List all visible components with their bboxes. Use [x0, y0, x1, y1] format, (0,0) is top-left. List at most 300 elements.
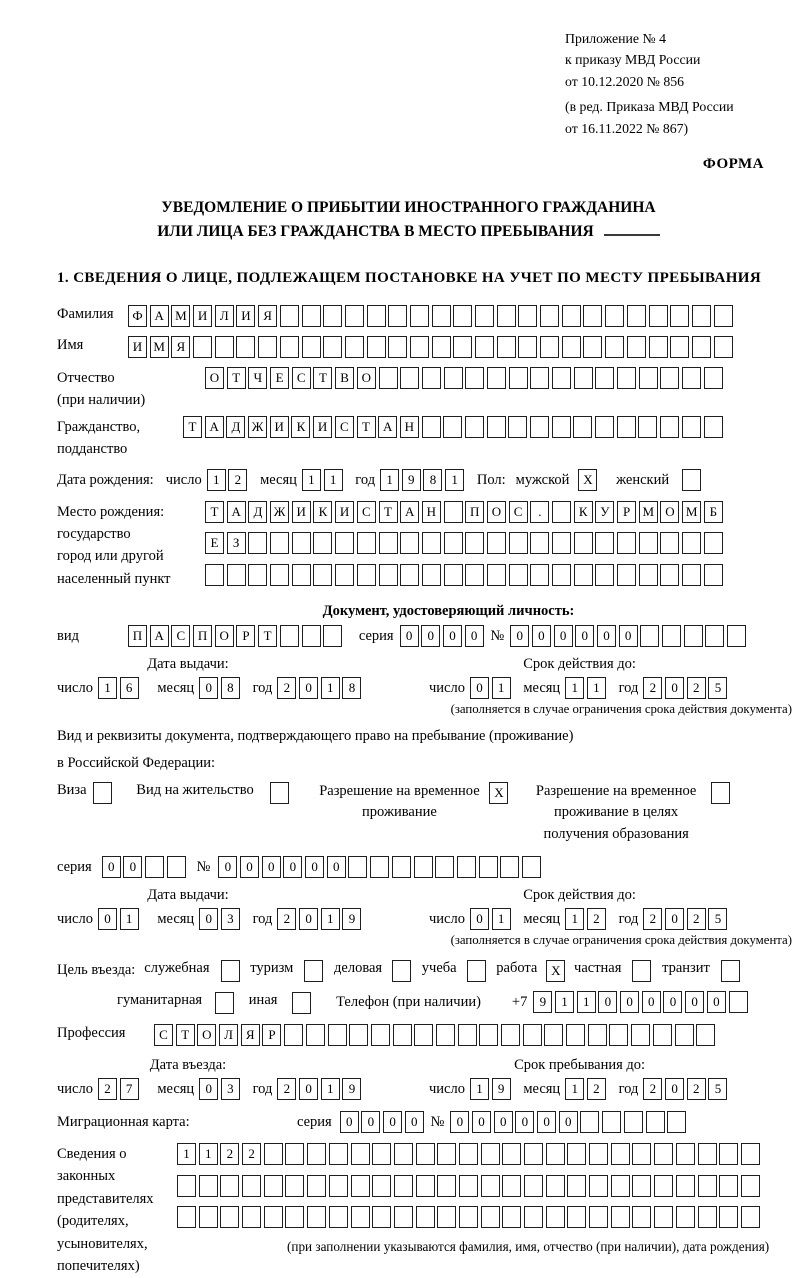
- char-cell[interactable]: О: [487, 501, 506, 523]
- birth-month-boxes[interactable]: [302, 469, 345, 491]
- char-cell[interactable]: [459, 1143, 478, 1165]
- char-cell[interactable]: [595, 416, 614, 438]
- char-cell[interactable]: 6: [120, 677, 139, 699]
- char-cell[interactable]: [285, 1143, 304, 1165]
- char-cell[interactable]: 0: [340, 1111, 359, 1133]
- rvp-issue-month[interactable]: [199, 908, 242, 930]
- checkbox-cell[interactable]: [392, 960, 411, 982]
- char-cell[interactable]: 0: [199, 908, 218, 930]
- char-cell[interactable]: [682, 416, 701, 438]
- checkbox-cell[interactable]: [682, 469, 701, 491]
- char-cell[interactable]: [617, 532, 636, 554]
- rvp-issue-day[interactable]: [98, 908, 141, 930]
- char-cell[interactable]: [280, 625, 299, 647]
- char-cell[interactable]: [220, 1206, 239, 1228]
- char-cell[interactable]: [698, 1143, 717, 1165]
- char-cell[interactable]: [345, 305, 364, 327]
- char-cell[interactable]: [410, 336, 429, 358]
- char-cell[interactable]: [487, 367, 506, 389]
- char-cell[interactable]: [552, 367, 571, 389]
- checkbox-cell[interactable]: X: [546, 960, 565, 982]
- char-cell[interactable]: [145, 856, 164, 878]
- char-cell[interactable]: [639, 564, 658, 586]
- char-cell[interactable]: [530, 564, 549, 586]
- char-cell[interactable]: [509, 367, 528, 389]
- char-cell[interactable]: [518, 305, 537, 327]
- char-cell[interactable]: [692, 305, 711, 327]
- char-cell[interactable]: [552, 416, 571, 438]
- char-cell[interactable]: [459, 1206, 478, 1228]
- char-cell[interactable]: Я: [241, 1024, 260, 1046]
- char-cell[interactable]: Т: [357, 416, 376, 438]
- char-cell[interactable]: [453, 305, 472, 327]
- char-cell[interactable]: А: [400, 501, 419, 523]
- char-cell[interactable]: [654, 1175, 673, 1197]
- char-cell[interactable]: 0: [685, 991, 704, 1013]
- char-cell[interactable]: 0: [383, 1111, 402, 1133]
- char-cell[interactable]: [193, 336, 212, 358]
- char-cell[interactable]: 0: [575, 625, 594, 647]
- char-cell[interactable]: [292, 564, 311, 586]
- char-cell[interactable]: [546, 1175, 565, 1197]
- char-cell[interactable]: 0: [494, 1111, 513, 1133]
- char-cell[interactable]: [704, 367, 723, 389]
- char-cell[interactable]: 9: [492, 1078, 511, 1100]
- char-cell[interactable]: [215, 336, 234, 358]
- char-cell[interactable]: [595, 532, 614, 554]
- char-cell[interactable]: 0: [620, 991, 639, 1013]
- char-cell[interactable]: [258, 336, 277, 358]
- char-cell[interactable]: [682, 564, 701, 586]
- char-cell[interactable]: И: [313, 416, 332, 438]
- char-cell[interactable]: [501, 1024, 520, 1046]
- char-cell[interactable]: [646, 1111, 665, 1133]
- char-cell[interactable]: [546, 1143, 565, 1165]
- char-cell[interactable]: [475, 305, 494, 327]
- char-cell[interactable]: 1: [120, 908, 139, 930]
- char-cell[interactable]: [367, 336, 386, 358]
- char-cell[interactable]: [640, 625, 659, 647]
- doc-issue-day[interactable]: [98, 677, 141, 699]
- doc-expiry-year[interactable]: [643, 677, 730, 699]
- char-cell[interactable]: 9: [342, 1078, 361, 1100]
- char-cell[interactable]: [583, 336, 602, 358]
- char-cell[interactable]: [487, 532, 506, 554]
- char-cell[interactable]: [479, 856, 498, 878]
- char-cell[interactable]: 0: [619, 625, 638, 647]
- char-cell[interactable]: [285, 1206, 304, 1228]
- char-cell[interactable]: 1: [577, 991, 596, 1013]
- char-cell[interactable]: [264, 1175, 283, 1197]
- checkbox-cell[interactable]: [292, 992, 311, 1014]
- patronymic-boxes[interactable]: [205, 367, 726, 389]
- char-cell[interactable]: 1: [565, 677, 584, 699]
- char-cell[interactable]: 1: [199, 1143, 218, 1165]
- char-cell[interactable]: [444, 501, 463, 523]
- char-cell[interactable]: 0: [283, 856, 302, 878]
- char-cell[interactable]: С: [154, 1024, 173, 1046]
- char-cell[interactable]: [567, 1206, 586, 1228]
- char-cell[interactable]: [422, 564, 441, 586]
- char-cell[interactable]: [524, 1143, 543, 1165]
- char-cell[interactable]: 2: [242, 1143, 261, 1165]
- char-cell[interactable]: [660, 532, 679, 554]
- char-cell[interactable]: 1: [302, 469, 321, 491]
- char-cell[interactable]: В: [335, 367, 354, 389]
- char-cell[interactable]: 2: [98, 1078, 117, 1100]
- char-cell[interactable]: [667, 1111, 686, 1133]
- char-cell[interactable]: [524, 1206, 543, 1228]
- char-cell[interactable]: [422, 532, 441, 554]
- char-cell[interactable]: [481, 1206, 500, 1228]
- char-cell[interactable]: [443, 416, 462, 438]
- char-cell[interactable]: [475, 336, 494, 358]
- char-cell[interactable]: [388, 336, 407, 358]
- char-cell[interactable]: [714, 336, 733, 358]
- char-cell[interactable]: 9: [402, 469, 421, 491]
- char-cell[interactable]: 2: [643, 677, 662, 699]
- char-cell[interactable]: [280, 336, 299, 358]
- char-cell[interactable]: [605, 305, 624, 327]
- char-cell[interactable]: Ч: [248, 367, 267, 389]
- rvp-number-boxes[interactable]: [218, 856, 543, 878]
- char-cell[interactable]: [242, 1206, 261, 1228]
- char-cell[interactable]: А: [378, 416, 397, 438]
- char-cell[interactable]: 2: [643, 908, 662, 930]
- char-cell[interactable]: [632, 1206, 651, 1228]
- char-cell[interactable]: П: [465, 501, 484, 523]
- char-cell[interactable]: [465, 564, 484, 586]
- char-cell[interactable]: [567, 1143, 586, 1165]
- char-cell[interactable]: [302, 625, 321, 647]
- char-cell[interactable]: 5: [708, 1078, 727, 1100]
- birth-place-row1[interactable]: [205, 501, 726, 523]
- char-cell[interactable]: [719, 1175, 738, 1197]
- char-cell[interactable]: О: [357, 367, 376, 389]
- char-cell[interactable]: [540, 305, 559, 327]
- char-cell[interactable]: 3: [221, 1078, 240, 1100]
- char-cell[interactable]: [348, 856, 367, 878]
- char-cell[interactable]: [444, 564, 463, 586]
- char-cell[interactable]: Д: [248, 501, 267, 523]
- char-cell[interactable]: [552, 532, 571, 554]
- char-cell[interactable]: 0: [361, 1111, 380, 1133]
- purpose-work-checkbox[interactable]: [546, 960, 568, 982]
- citizenship-boxes[interactable]: [183, 416, 725, 438]
- char-cell[interactable]: [248, 564, 267, 586]
- birth-day-boxes[interactable]: [207, 469, 250, 491]
- char-cell[interactable]: 0: [597, 625, 616, 647]
- char-cell[interactable]: 0: [665, 677, 684, 699]
- char-cell[interactable]: [627, 336, 646, 358]
- char-cell[interactable]: Л: [219, 1024, 238, 1046]
- char-cell[interactable]: [676, 1175, 695, 1197]
- char-cell[interactable]: [617, 416, 636, 438]
- char-cell[interactable]: 5: [708, 908, 727, 930]
- char-cell[interactable]: Т: [313, 367, 332, 389]
- char-cell[interactable]: 1: [565, 1078, 584, 1100]
- char-cell[interactable]: 2: [643, 1078, 662, 1100]
- char-cell[interactable]: 0: [642, 991, 661, 1013]
- checkbox-cell[interactable]: [304, 960, 323, 982]
- char-cell[interactable]: [530, 416, 549, 438]
- char-cell[interactable]: [302, 336, 321, 358]
- char-cell[interactable]: Б: [704, 501, 723, 523]
- doc-expiry-month[interactable]: [565, 677, 608, 699]
- char-cell[interactable]: [292, 532, 311, 554]
- char-cell[interactable]: [662, 625, 681, 647]
- birth-place-row2[interactable]: [205, 532, 726, 554]
- char-cell[interactable]: Т: [205, 501, 224, 523]
- char-cell[interactable]: [459, 1175, 478, 1197]
- char-cell[interactable]: [372, 1175, 391, 1197]
- char-cell[interactable]: Р: [617, 501, 636, 523]
- char-cell[interactable]: [435, 856, 454, 878]
- char-cell[interactable]: [611, 1143, 630, 1165]
- char-cell[interactable]: [416, 1175, 435, 1197]
- residence-permit-checkbox[interactable]: [270, 782, 292, 804]
- char-cell[interactable]: К: [574, 501, 593, 523]
- entry-day[interactable]: [98, 1078, 141, 1100]
- char-cell[interactable]: [583, 305, 602, 327]
- char-cell[interactable]: [329, 1206, 348, 1228]
- char-cell[interactable]: [394, 1175, 413, 1197]
- purpose-transit-checkbox[interactable]: [721, 960, 743, 982]
- char-cell[interactable]: [654, 1206, 673, 1228]
- char-cell[interactable]: [638, 416, 657, 438]
- char-cell[interactable]: [372, 1206, 391, 1228]
- doc-number-boxes[interactable]: [510, 625, 749, 647]
- char-cell[interactable]: 0: [199, 677, 218, 699]
- char-cell[interactable]: 2: [587, 908, 606, 930]
- char-cell[interactable]: 1: [98, 677, 117, 699]
- char-cell[interactable]: Е: [270, 367, 289, 389]
- char-cell[interactable]: [704, 416, 723, 438]
- char-cell[interactable]: 0: [102, 856, 121, 878]
- char-cell[interactable]: [627, 305, 646, 327]
- char-cell[interactable]: [676, 1143, 695, 1165]
- checkbox-cell[interactable]: [632, 960, 651, 982]
- char-cell[interactable]: [280, 305, 299, 327]
- rvp-series-boxes[interactable]: [102, 856, 189, 878]
- char-cell[interactable]: А: [150, 625, 169, 647]
- char-cell[interactable]: [497, 305, 516, 327]
- char-cell[interactable]: Ж: [248, 416, 267, 438]
- checkbox-cell[interactable]: X: [578, 469, 597, 491]
- char-cell[interactable]: К: [291, 416, 310, 438]
- purpose-commercial-checkbox[interactable]: [392, 960, 414, 982]
- char-cell[interactable]: [416, 1206, 435, 1228]
- char-cell[interactable]: [457, 856, 476, 878]
- char-cell[interactable]: [177, 1175, 196, 1197]
- char-cell[interactable]: [335, 564, 354, 586]
- char-cell[interactable]: 0: [665, 908, 684, 930]
- representatives-row3[interactable]: [177, 1206, 769, 1228]
- rvp-expiry-month[interactable]: [565, 908, 608, 930]
- char-cell[interactable]: [177, 1206, 196, 1228]
- char-cell[interactable]: [329, 1143, 348, 1165]
- given-name-boxes[interactable]: [128, 336, 735, 358]
- char-cell[interactable]: Ф: [128, 305, 147, 327]
- char-cell[interactable]: 1: [470, 1078, 489, 1100]
- sex-male-checkbox[interactable]: [578, 469, 600, 491]
- char-cell[interactable]: [692, 336, 711, 358]
- char-cell[interactable]: 0: [665, 1078, 684, 1100]
- char-cell[interactable]: [589, 1175, 608, 1197]
- char-cell[interactable]: 1: [321, 677, 340, 699]
- char-cell[interactable]: 0: [443, 625, 462, 647]
- char-cell[interactable]: 0: [537, 1111, 556, 1133]
- char-cell[interactable]: 1: [207, 469, 226, 491]
- char-cell[interactable]: [307, 1175, 326, 1197]
- char-cell[interactable]: [574, 367, 593, 389]
- char-cell[interactable]: [617, 367, 636, 389]
- char-cell[interactable]: 2: [277, 677, 296, 699]
- char-cell[interactable]: [392, 856, 411, 878]
- char-cell[interactable]: [444, 367, 463, 389]
- char-cell[interactable]: [205, 564, 224, 586]
- surname-boxes[interactable]: [128, 305, 735, 327]
- char-cell[interactable]: [444, 532, 463, 554]
- char-cell[interactable]: [329, 1175, 348, 1197]
- char-cell[interactable]: [458, 1024, 477, 1046]
- char-cell[interactable]: [595, 564, 614, 586]
- char-cell[interactable]: [698, 1206, 717, 1228]
- char-cell[interactable]: [502, 1206, 521, 1228]
- char-cell[interactable]: [649, 336, 668, 358]
- char-cell[interactable]: [741, 1175, 760, 1197]
- char-cell[interactable]: [654, 1143, 673, 1165]
- char-cell[interactable]: И: [236, 305, 255, 327]
- visa-checkbox[interactable]: [93, 782, 115, 804]
- birth-year-boxes[interactable]: [380, 469, 467, 491]
- char-cell[interactable]: [704, 564, 723, 586]
- char-cell[interactable]: О: [215, 625, 234, 647]
- char-cell[interactable]: Ж: [270, 501, 289, 523]
- char-cell[interactable]: [306, 1024, 325, 1046]
- char-cell[interactable]: [465, 532, 484, 554]
- char-cell[interactable]: Т: [258, 625, 277, 647]
- char-cell[interactable]: [509, 532, 528, 554]
- char-cell[interactable]: [487, 564, 506, 586]
- char-cell[interactable]: 1: [565, 908, 584, 930]
- doc-expiry-day[interactable]: [470, 677, 513, 699]
- char-cell[interactable]: [357, 564, 376, 586]
- char-cell[interactable]: [727, 625, 746, 647]
- char-cell[interactable]: И: [292, 501, 311, 523]
- char-cell[interactable]: [465, 416, 484, 438]
- char-cell[interactable]: Л: [215, 305, 234, 327]
- char-cell[interactable]: [649, 305, 668, 327]
- char-cell[interactable]: [502, 1175, 521, 1197]
- temp-residence-checkbox[interactable]: [489, 782, 511, 804]
- char-cell[interactable]: [530, 367, 549, 389]
- char-cell[interactable]: 1: [445, 469, 464, 491]
- char-cell[interactable]: И: [270, 416, 289, 438]
- char-cell[interactable]: [302, 305, 321, 327]
- char-cell[interactable]: [567, 1175, 586, 1197]
- char-cell[interactable]: [242, 1175, 261, 1197]
- char-cell[interactable]: Т: [379, 501, 398, 523]
- char-cell[interactable]: [698, 1175, 717, 1197]
- char-cell[interactable]: [670, 305, 689, 327]
- char-cell[interactable]: [552, 501, 571, 523]
- char-cell[interactable]: 0: [707, 991, 726, 1013]
- char-cell[interactable]: [372, 1143, 391, 1165]
- char-cell[interactable]: [432, 305, 451, 327]
- char-cell[interactable]: [379, 367, 398, 389]
- char-cell[interactable]: [227, 564, 246, 586]
- char-cell[interactable]: М: [682, 501, 701, 523]
- char-cell[interactable]: Р: [236, 625, 255, 647]
- char-cell[interactable]: 0: [405, 1111, 424, 1133]
- char-cell[interactable]: С: [171, 625, 190, 647]
- char-cell[interactable]: [465, 367, 484, 389]
- char-cell[interactable]: К: [313, 501, 332, 523]
- char-cell[interactable]: Т: [227, 367, 246, 389]
- char-cell[interactable]: Р: [262, 1024, 281, 1046]
- char-cell[interactable]: [416, 1143, 435, 1165]
- checkbox-cell[interactable]: [467, 960, 486, 982]
- char-cell[interactable]: [414, 1024, 433, 1046]
- char-cell[interactable]: [611, 1175, 630, 1197]
- char-cell[interactable]: У: [595, 501, 614, 523]
- char-cell[interactable]: [285, 1175, 304, 1197]
- char-cell[interactable]: [595, 367, 614, 389]
- char-cell[interactable]: [264, 1143, 283, 1165]
- char-cell[interactable]: 0: [510, 625, 529, 647]
- migration-number-boxes[interactable]: [450, 1111, 689, 1133]
- char-cell[interactable]: 2: [687, 677, 706, 699]
- char-cell[interactable]: [518, 336, 537, 358]
- char-cell[interactable]: 1: [555, 991, 574, 1013]
- char-cell[interactable]: [684, 625, 703, 647]
- char-cell[interactable]: [524, 1175, 543, 1197]
- char-cell[interactable]: [313, 564, 332, 586]
- char-cell[interactable]: [199, 1175, 218, 1197]
- char-cell[interactable]: [323, 336, 342, 358]
- char-cell[interactable]: М: [150, 336, 169, 358]
- char-cell[interactable]: [432, 336, 451, 358]
- char-cell[interactable]: [719, 1206, 738, 1228]
- char-cell[interactable]: М: [171, 305, 190, 327]
- char-cell[interactable]: [574, 532, 593, 554]
- char-cell[interactable]: [335, 532, 354, 554]
- char-cell[interactable]: 0: [421, 625, 440, 647]
- char-cell[interactable]: [714, 305, 733, 327]
- char-cell[interactable]: 0: [559, 1111, 578, 1133]
- char-cell[interactable]: Т: [183, 416, 202, 438]
- char-cell[interactable]: [653, 1024, 672, 1046]
- char-cell[interactable]: 1: [321, 1078, 340, 1100]
- char-cell[interactable]: [313, 532, 332, 554]
- char-cell[interactable]: 1: [587, 677, 606, 699]
- char-cell[interactable]: И: [335, 501, 354, 523]
- char-cell[interactable]: [552, 564, 571, 586]
- char-cell[interactable]: [502, 1143, 521, 1165]
- char-cell[interactable]: [602, 1111, 621, 1133]
- purpose-business-checkbox[interactable]: [221, 960, 243, 982]
- representatives-row1[interactable]: [177, 1143, 769, 1165]
- char-cell[interactable]: 0: [299, 1078, 318, 1100]
- char-cell[interactable]: [394, 1143, 413, 1165]
- char-cell[interactable]: [562, 336, 581, 358]
- char-cell[interactable]: С: [509, 501, 528, 523]
- char-cell[interactable]: [676, 1206, 695, 1228]
- char-cell[interactable]: [670, 336, 689, 358]
- char-cell[interactable]: 0: [218, 856, 237, 878]
- char-cell[interactable]: [422, 416, 441, 438]
